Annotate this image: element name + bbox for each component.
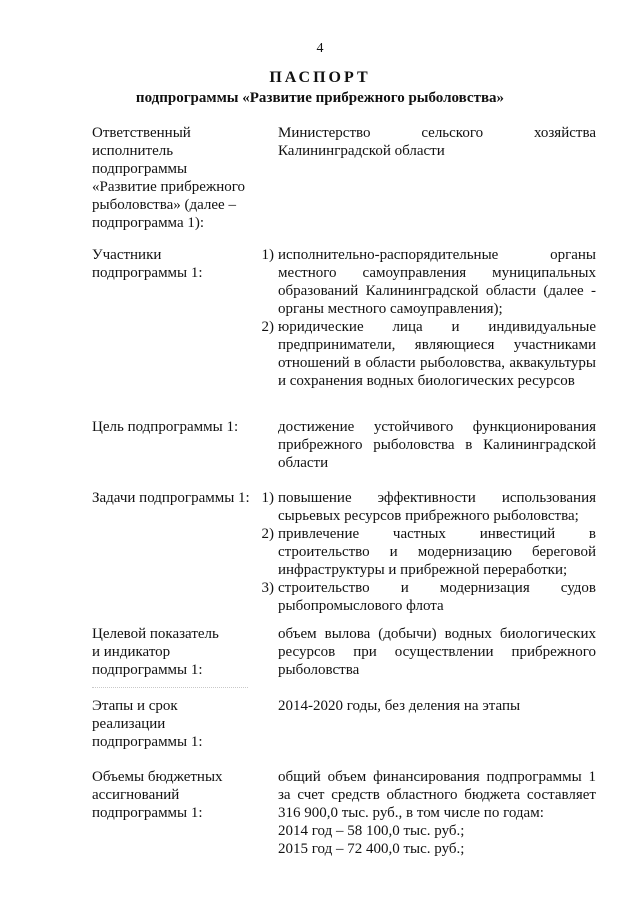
- row-label: Целевой показатель и индикатор подпрограммы 1:: [92, 626, 219, 678]
- row-value: общий объем финансирования подпрограммы 1 за счет средств областного бюджета составляет 316 900,0 тыс. руб., в том числе по годам: 2014 год – 58 100,0 тыс. руб.; 2015 год – 72 400,0 тыс. руб.;: [278, 769, 596, 857]
- list-item: 2) юридические лица и индивидуальные предприниматели, являющиеся участниками отношений в области рыболовства, аквакультуры и сохранения водных биологических ресурсов: [261, 319, 596, 389]
- budget-year-line: 2015 год – 72 400,0 тыс. руб.;: [278, 841, 465, 857]
- row-value: 2014-2020 годы, без деления на этапы: [278, 698, 521, 714]
- dotted-separator: [92, 687, 248, 688]
- row-value: объем вылова (добычи) водных биологических ресурсов при осуществлении прибрежного рыболовства: [278, 626, 596, 678]
- row-label: Ответственный исполнитель подпрограммы «Развитие прибрежного рыболовства» (далее – подпрограмма 1):: [92, 125, 246, 231]
- row-label: Этапы и срок реализации подпрограммы 1:: [92, 698, 203, 750]
- document-title: ПАСПОРТ: [269, 69, 371, 86]
- list-item: 3) строительство и модернизация судов рыбопромыслового флота: [261, 580, 596, 614]
- row-label: Цель подпрограммы 1:: [92, 419, 239, 435]
- list-item: 2) привлечение частных инвестиций в строительство и модернизацию береговой инфраструктуры и прибрежной переработки;: [261, 526, 596, 578]
- row-value: достижение устойчивого функционирования прибрежного рыболовства в Калининградской области: [278, 419, 596, 471]
- document-subtitle: подпрограммы «Развитие прибрежного рыболовства»: [135, 90, 505, 106]
- row-label: Участники подпрограммы 1:: [92, 247, 203, 281]
- row-value: Министерство сельского хозяйства Калининградской области: [278, 125, 596, 159]
- budget-year-line: 2014 год – 58 100,0 тыс. руб.;: [278, 823, 465, 839]
- list-item: 1) исполнительно-распорядительные органы местного самоуправления муниципальных образований Калининградской области (далее - органы местного самоуправления);: [261, 247, 596, 317]
- row-label: Задачи подпрограммы 1:: [92, 490, 250, 506]
- row-label: Объемы бюджетных ассигнований подпрограммы 1:: [92, 769, 223, 821]
- page-number: 4: [316, 41, 324, 56]
- list-item: 1) повышение эффективности использования сырьевых ресурсов прибрежного рыболовства;: [261, 490, 596, 524]
- row-value: [261, 489, 596, 615]
- row-value: [261, 246, 596, 390]
